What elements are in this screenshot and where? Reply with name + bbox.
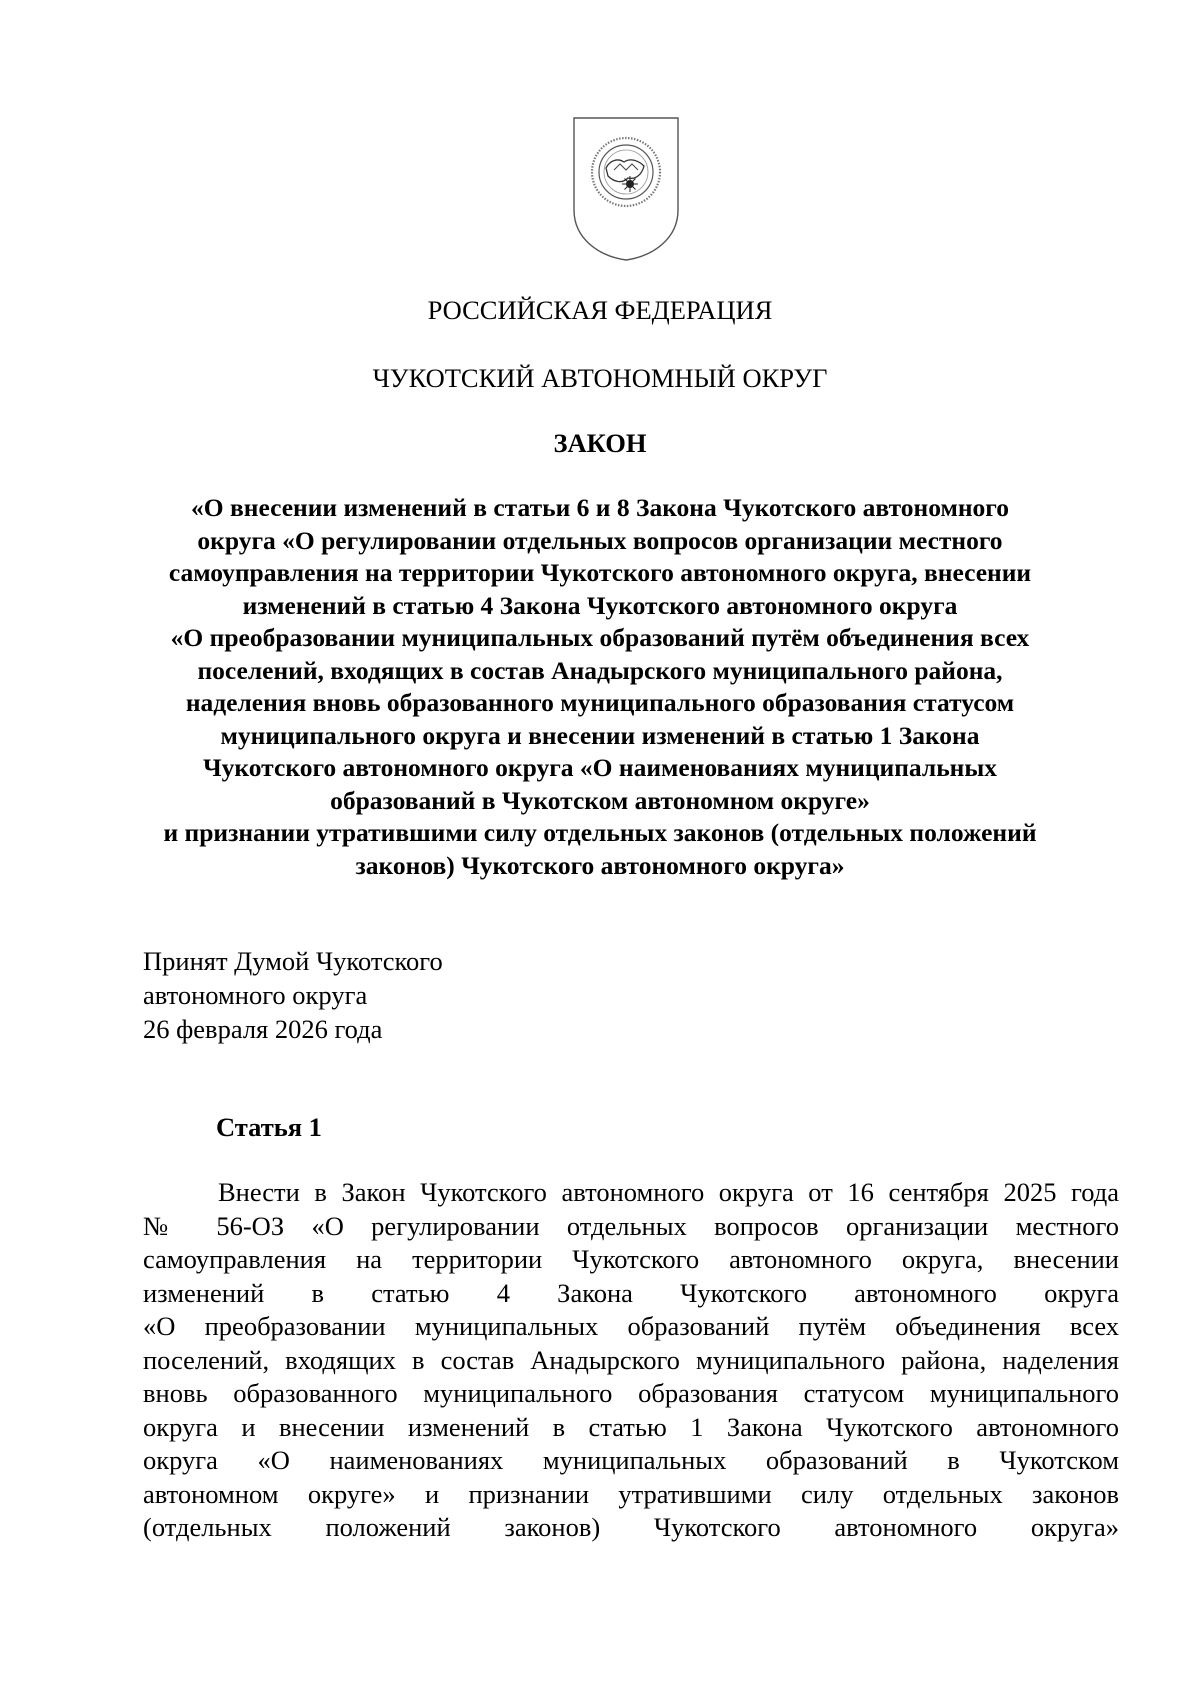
article-line: «О преобразовании муниципальных образований путём объединения всех — [143, 1311, 1119, 1341]
title-line: поселений, входящих в состав Анадырского муниципального района, — [197, 655, 1003, 685]
article-line: вновь образованного муниципального образования статусом муниципального — [143, 1378, 1119, 1408]
law-title — [0, 492, 1200, 882]
article-line: округа «О наименованиях муниципальных образований в Чукотском — [143, 1445, 1119, 1475]
adoption-block — [143, 944, 443, 1046]
article-heading: Статья 1 — [216, 1112, 322, 1142]
title-line: законов) Чукотского автономного округа» — [355, 850, 845, 880]
title-line: изменений в статью 4 Закона Чукотского автономного округа — [242, 590, 958, 620]
article-line: № 56-ОЗ «О регулировании отдельных вопросов организации местного — [143, 1210, 1119, 1241]
article-line: округа и внесении изменений в статью 1 Закона Чукотского автономного — [143, 1411, 1119, 1442]
adoption-date: 26 февраля 2026 года — [143, 1014, 383, 1044]
title-line: самоуправления на территории Чукотского автономного округа, внесении — [168, 558, 1032, 587]
title-line: Чукотского автономного округа «О наименованиях муниципальных — [202, 753, 998, 782]
title-line: и признании утратившими силу отдельных законов (отдельных положений — [163, 818, 1037, 847]
article-line: Внести в Закон Чукотского автономного округа от 16 сентября 2025 года — [218, 1177, 1119, 1207]
article-line: (отдельных положений законов) Чукотского автономного округа» — [143, 1512, 1119, 1542]
adopted-by-line: Принят Думой Чукотского — [143, 946, 443, 976]
article-line: самоуправления на территории Чукотского автономного округа, внесении — [143, 1244, 1119, 1274]
title-line: образований в Чукотском автономном округе» — [330, 785, 870, 815]
article-body — [143, 1176, 1119, 1545]
country-name: РОССИЙСКАЯ ФЕДЕРАЦИЯ — [427, 295, 773, 325]
adopted-by-line: автономного округа — [143, 980, 368, 1010]
region-name: ЧУКОТСКИЙ АВТОНОМНЫЙ ОКРУГ — [372, 363, 828, 393]
title-line: округа «О регулировании отдельных вопросов организации местного — [197, 525, 1003, 555]
coat-of-arms-icon — [570, 114, 682, 262]
article-line: автономном округе» и признании утратившими силу отдельных законов — [143, 1478, 1119, 1509]
title-line: «О внесении изменений в статьи 6 и 8 Закона Чукотского автономного — [191, 493, 1009, 522]
title-line: наделения вновь образованного муниципального образования статусом — [185, 688, 1015, 717]
title-line: «О преобразовании муниципальных образований путём объединения всех — [170, 623, 1030, 652]
article-line: изменений в статью 4 Закона Чукотского автономного округа — [143, 1277, 1119, 1308]
article-line: поселений, входящих в состав Анадырского муниципального района, наделения — [143, 1344, 1119, 1375]
title-line: муниципального округа и внесении изменений в статью 1 Закона — [220, 720, 980, 750]
document-type: ЗАКОН — [553, 428, 647, 458]
